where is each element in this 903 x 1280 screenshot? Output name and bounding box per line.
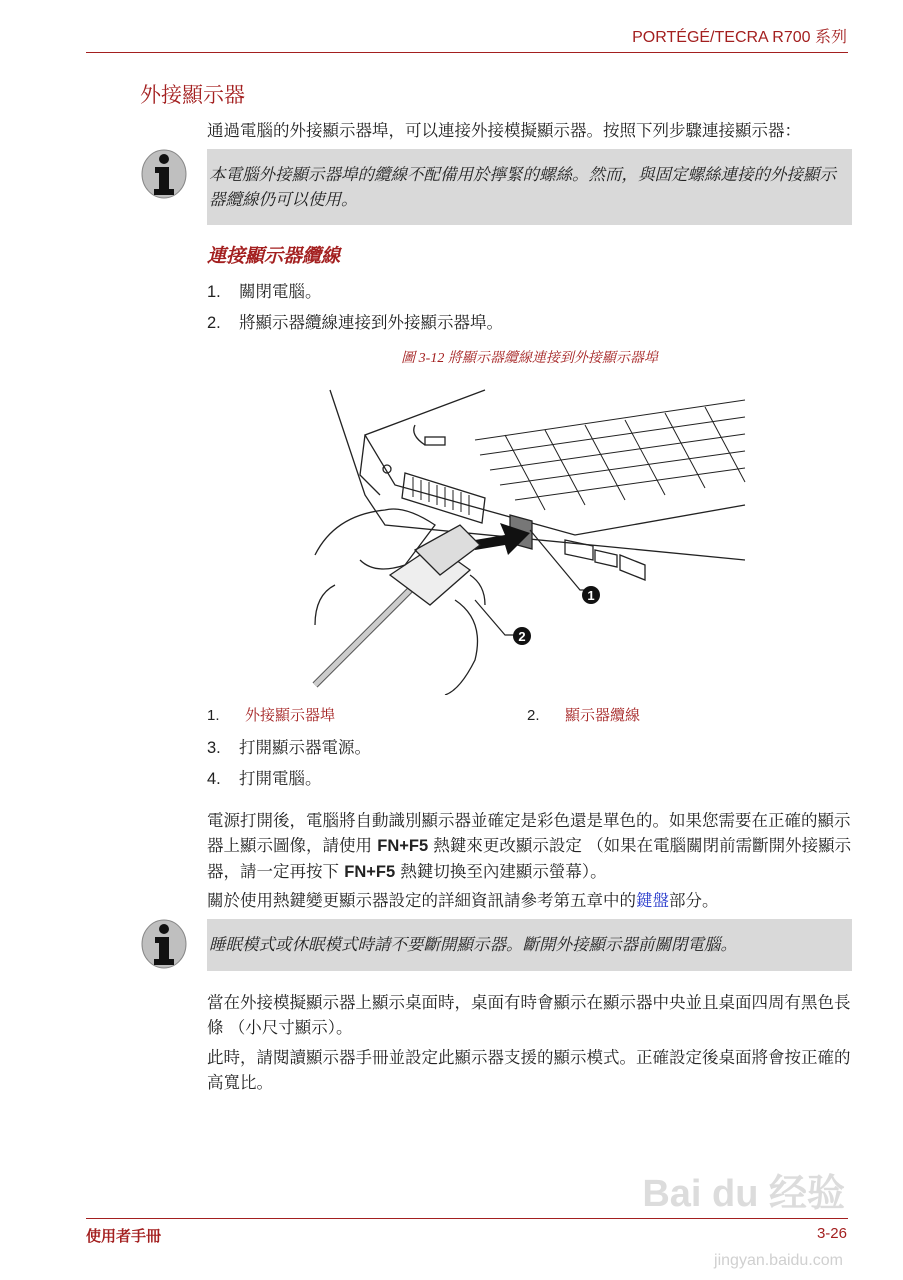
header-rule (86, 52, 848, 53)
footer-rule (86, 1218, 848, 1219)
hotkey: FN+F5 (344, 863, 396, 881)
laptop-cable-illustration (305, 385, 750, 695)
section-title: 外接顯示器 (140, 83, 245, 107)
list-item: 3. 打開顯示器電源。 (207, 738, 371, 757)
list-item: 2. 將顯示器纜線連接到外接顯示器埠。 (207, 313, 503, 332)
hotkey-reference-paragraph: 關於使用熱鍵變更顯示器設定的詳細資訊請參考第五章中的鍵盤部分。 (207, 891, 719, 910)
watermark-logo: Bai du 经验 (642, 1173, 845, 1215)
desktop-display-paragraph: 當在外接模擬顯示器上顯示桌面時，桌面有時會顯示在顯示器中央並且桌面四周有黑色長條 （小尺寸顯示）。 (207, 993, 851, 1037)
note-text: 本電腦外接顯示器埠的纜線不配備用於擰緊的螺絲。然而，與固定螺絲連接的外接顯示器纜線仍可以使用。 (209, 165, 836, 209)
list-item: 1. 關閉電腦。 (207, 282, 322, 301)
page-content (140, 80, 852, 1095)
callout-1: 1 (587, 588, 595, 603)
watermark-url: jingyan.baidu.com (714, 1252, 843, 1269)
footer-manual-title: 使用者手冊 (86, 1227, 162, 1245)
callout-2: 2 (518, 629, 526, 644)
info-icon (140, 149, 188, 199)
subsection-title: 連接顯示器纜線 (207, 245, 341, 267)
running-header: PORTÉGÉ/TECRA R700 系列 (632, 29, 847, 46)
figure-caption: 圖 3-12 將顯示器纜線連接到外接顯示器埠 (401, 351, 658, 366)
figure-legend (207, 704, 852, 727)
note-box (207, 149, 852, 225)
info-icon (140, 919, 188, 969)
keyboard-link[interactable]: 鍵盤 (636, 891, 669, 910)
page-number: 3-26 (816, 1225, 847, 1242)
list-item: 4. 打開電腦。 (207, 769, 322, 788)
note-row (140, 149, 852, 225)
figure-legend-item: 2. 顯示器纜線 (527, 706, 641, 724)
display-mode-paragraph: 此時，請閱讀顯示器手冊並設定此顯示器支援的顯示模式。正確設定後桌面將會按正確的高寬比。 (207, 1048, 851, 1092)
hotkey: FN+F5 (377, 837, 429, 855)
note-box (207, 919, 852, 971)
figure-legend-item: 1. 外接顯示器埠 (207, 706, 336, 724)
auto-detect-paragraph: 電源打開後，電腦將自動識別顯示器並確定是彩色還是單色的。如果您需要在正確的顯示器上顯示圖像，請使用 FN+F5 熱鍵來更改顯示設定 （如果在電腦關閉前需斷開外接顯示器，請一定再按下 FN+F5 熱鍵切換至內建顯示螢幕）。 (207, 811, 852, 881)
note-row (140, 919, 852, 971)
intro-paragraph: 通過電腦的外接顯示器埠，可以連接外接模擬顯示器。按照下列步驟連接顯示器： (207, 121, 801, 140)
note-text: 睡眠模式或休眠模式時請不要斷開顯示器。斷開外接顯示器前關閉電腦。 (209, 935, 737, 954)
